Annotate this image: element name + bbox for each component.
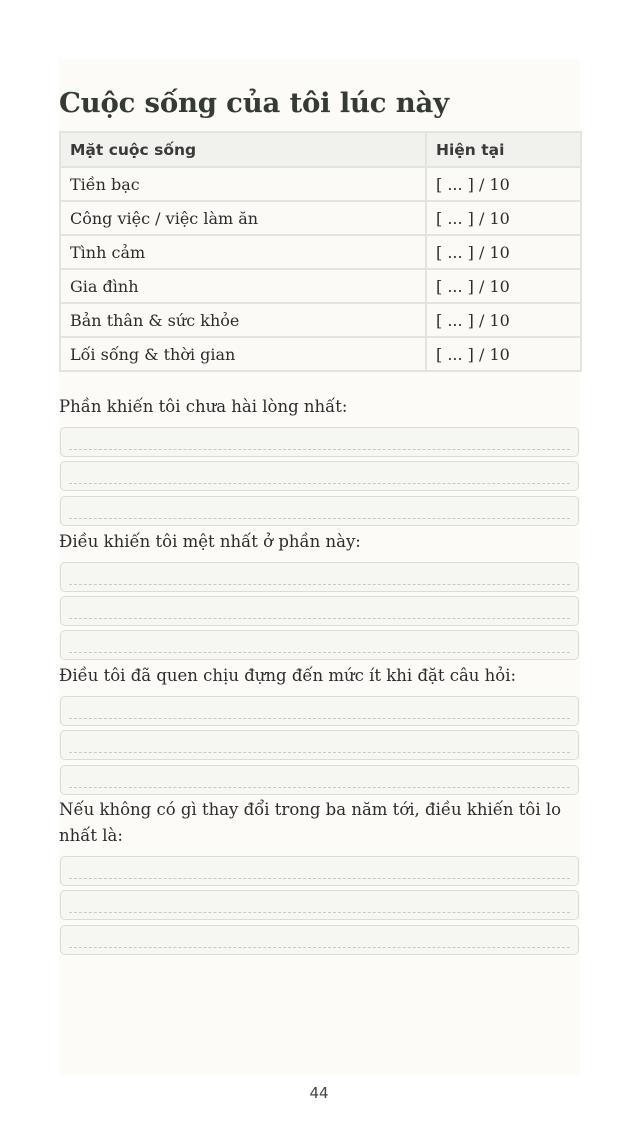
page-title: Cuộc sống của tôi lúc này xyxy=(59,87,449,119)
question-prompt: Điều khiến tôi mệt nhất ở phần này: xyxy=(59,532,361,551)
life-area-cell: Tiền bạc xyxy=(60,167,426,201)
answer-field[interactable] xyxy=(60,765,579,795)
score-cell[interactable]: [ ... ] / 10 xyxy=(426,303,581,337)
table-row xyxy=(60,269,581,303)
life-ratings-table xyxy=(59,131,582,372)
life-area-cell: Tình cảm xyxy=(60,235,426,269)
answer-field[interactable] xyxy=(60,427,579,457)
question-prompt: Nếu không có gì thay đổi trong ba năm tới, điều khiến tôi lo nhất là: xyxy=(59,800,562,845)
table-row xyxy=(60,201,581,235)
life-area-cell: Bản thân & sức khỏe xyxy=(60,303,426,337)
table-row xyxy=(60,337,581,371)
header-life-area: Mặt cuộc sống xyxy=(60,132,426,167)
score-cell[interactable]: [ ... ] / 10 xyxy=(426,337,581,371)
answer-field[interactable] xyxy=(60,630,579,660)
answer-field[interactable] xyxy=(60,562,579,592)
life-area-cell: Gia đình xyxy=(60,269,426,303)
header-current: Hiện tại xyxy=(426,132,581,167)
answer-field[interactable] xyxy=(60,461,579,491)
answer-field[interactable] xyxy=(60,596,579,626)
table-header-row xyxy=(60,132,581,167)
score-cell[interactable]: [ ... ] / 10 xyxy=(426,167,581,201)
answer-field[interactable] xyxy=(60,730,579,760)
answer-field[interactable] xyxy=(60,925,579,955)
life-area-cell: Công việc / việc làm ăn xyxy=(60,201,426,235)
question-prompt: Phần khiến tôi chưa hài lòng nhất: xyxy=(59,397,348,416)
question-prompt: Điều tôi đã quen chịu đựng đến mức ít khi đặt câu hỏi: xyxy=(59,666,517,685)
answer-field[interactable] xyxy=(60,696,579,726)
table-row xyxy=(60,167,581,201)
answer-field[interactable] xyxy=(60,496,579,526)
life-area-cell: Lối sống & thời gian xyxy=(60,337,426,371)
table-row xyxy=(60,303,581,337)
table-row xyxy=(60,235,581,269)
answer-field[interactable] xyxy=(60,890,579,920)
score-cell[interactable]: [ ... ] / 10 xyxy=(426,235,581,269)
answer-field[interactable] xyxy=(60,856,579,886)
page-number: 44 xyxy=(309,1084,329,1102)
score-cell[interactable]: [ ... ] / 10 xyxy=(426,269,581,303)
score-cell[interactable]: [ ... ] / 10 xyxy=(426,201,581,235)
